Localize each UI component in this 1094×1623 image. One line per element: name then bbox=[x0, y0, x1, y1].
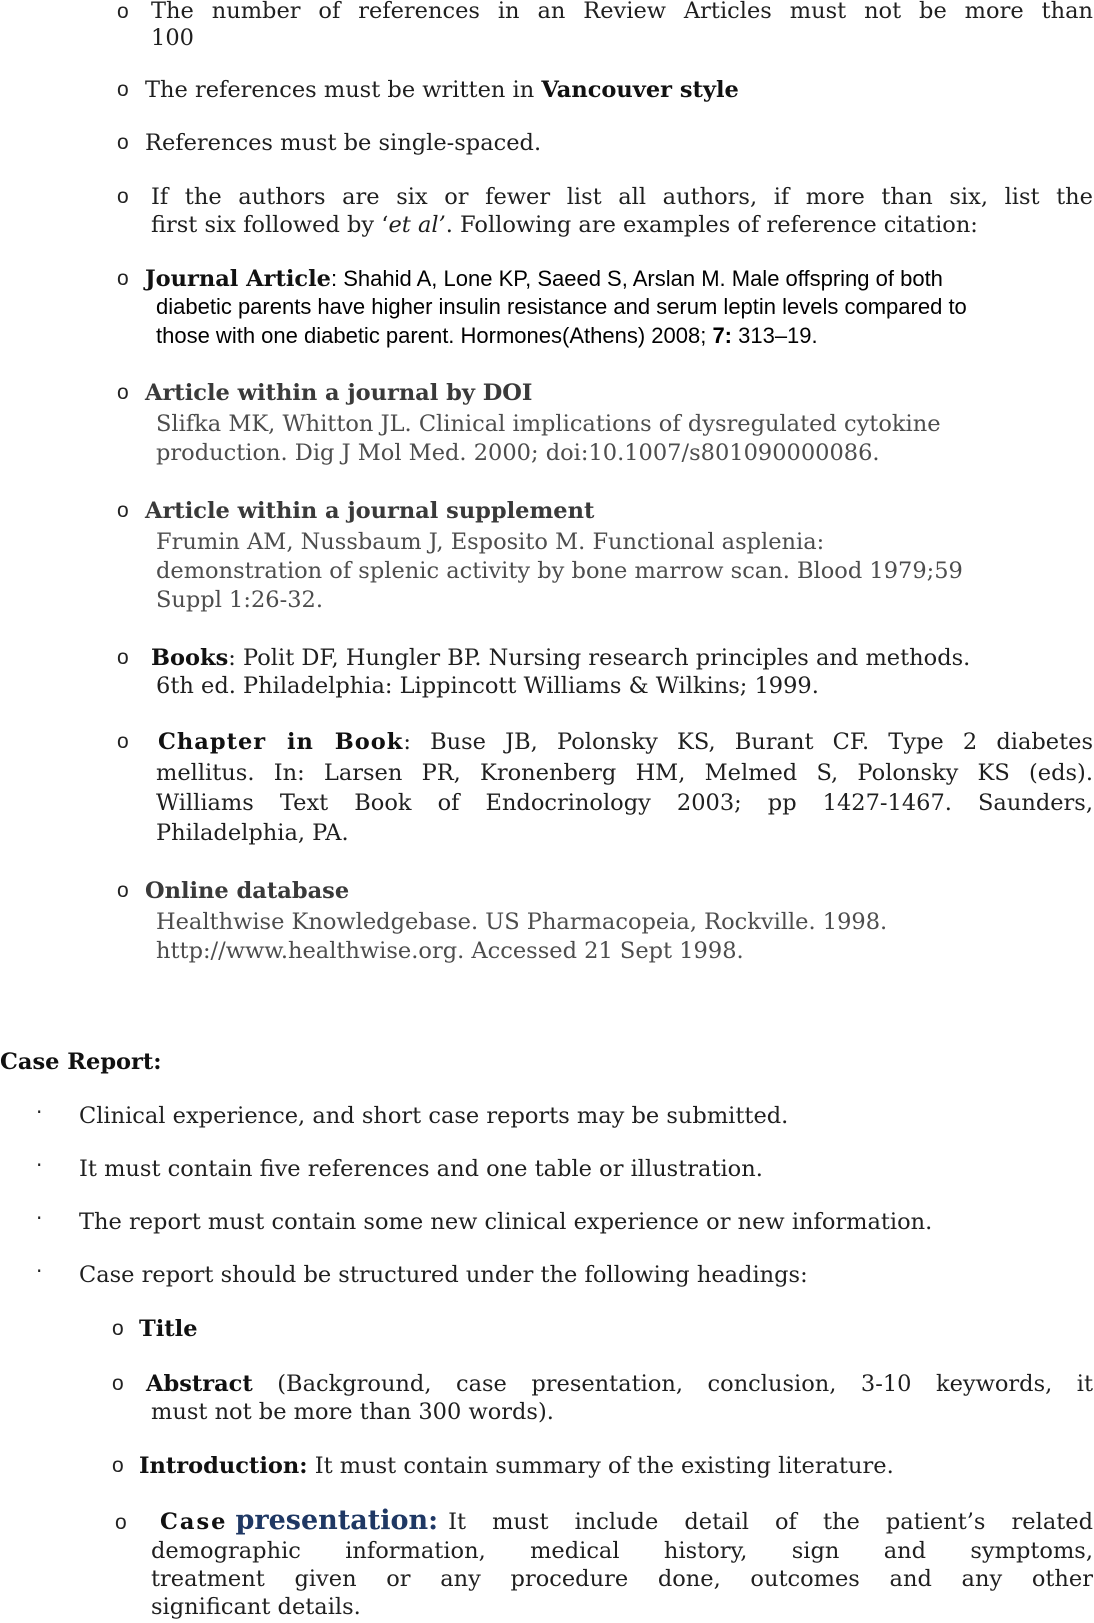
bullet-marker: o bbox=[117, 185, 129, 208]
abstract-line2: must not be more than 300 words). bbox=[151, 1399, 554, 1425]
pages-text: 313–19. bbox=[732, 323, 818, 348]
bullet-marker: o bbox=[117, 499, 129, 522]
supplement-heading: Article within a journal supplement bbox=[145, 498, 595, 524]
doi-line2: production. Dig J Mol Med. 2000; doi:10.1007/s801090000086. bbox=[156, 440, 880, 466]
case-point-2: It must contain five references and one table or illustration. bbox=[79, 1156, 763, 1182]
doi-heading: Article within a journal by DOI bbox=[145, 380, 533, 406]
sub-bullet-marker: o bbox=[112, 1317, 124, 1340]
doi-line1: Slifka MK, Whitton JL. Clinical implications of dysregulated cytokine bbox=[156, 411, 941, 437]
volume-bold: 7: bbox=[712, 323, 732, 348]
journal-article-line2: diabetic parents have higher insulin resistance and serum leptin levels compared to bbox=[156, 294, 967, 319]
bullet-dot: · bbox=[36, 1153, 43, 1177]
supplement-line1: Frumin AM, Nussbaum J, Esposito M. Functional asplenia: bbox=[156, 529, 825, 555]
journal-article-label: Journal Article bbox=[145, 266, 331, 292]
introduction-label: Introduction: bbox=[139, 1453, 308, 1479]
introduction-line bbox=[139, 1452, 894, 1481]
case-point-4: Case report should be structured under the following headings: bbox=[79, 1262, 808, 1288]
case-presentation-line2: demographic information, medical history, sign and symptoms, bbox=[151, 1538, 1093, 1564]
chapter-text: : Buse JB, Polonsky KS, Burant CF. Type 2 diabetes bbox=[403, 729, 1093, 755]
sub-bullet-marker: o bbox=[112, 1454, 124, 1477]
journal-article-line1 bbox=[145, 265, 943, 294]
chapter-label: Chapter in Book bbox=[158, 729, 404, 755]
case-label: Case bbox=[160, 1509, 228, 1535]
case-presentation-line1 bbox=[160, 1505, 1093, 1537]
books-label: Books bbox=[151, 645, 229, 671]
single-spaced-item: References must be single-spaced. bbox=[145, 130, 542, 156]
bullet-marker: o bbox=[117, 730, 129, 753]
bullet-dot: · bbox=[36, 1100, 43, 1124]
abstract-text: (Background, case presentation, conclusion, 3-10 keywords, it bbox=[252, 1371, 1093, 1397]
bullet-dot: · bbox=[36, 1259, 43, 1283]
authors-line2 bbox=[151, 211, 978, 240]
bullet-marker: o bbox=[117, 78, 129, 101]
title-heading: Title bbox=[139, 1316, 198, 1342]
books-line2: 6th ed. Philadelphia: Lippincott Williams & Wilkins; 1999. bbox=[156, 673, 819, 699]
journal-article-line3-text: those with one diabetic parent. Hormones(Athens) 2008; bbox=[156, 323, 713, 348]
authors-line1: If the authors are six or fewer list all authors, if more than six, list the bbox=[151, 184, 1093, 210]
online-heading: Online database bbox=[145, 878, 350, 904]
abstract-line1 bbox=[146, 1370, 1093, 1399]
introduction-text: It must contain summary of the existing literature. bbox=[307, 1453, 894, 1479]
chapter-line4: Philadelphia, PA. bbox=[156, 820, 349, 846]
case-presentation-text: It must include detail of the patient’s related bbox=[448, 1509, 1093, 1535]
journal-article-text: : Shahid A, Lone KP, Saeed S, Arslan M. Male offspring of both bbox=[331, 266, 943, 291]
et-al-italic: et al’ bbox=[388, 212, 446, 238]
vancouver-style-emphasis: Vancouver style bbox=[541, 77, 739, 103]
abstract-label: Abstract bbox=[146, 1371, 253, 1397]
supplement-line3: Suppl 1:26-32. bbox=[156, 587, 323, 613]
supplement-line2: demonstration of splenic activity by bone marrow scan. Blood 1979;59 bbox=[156, 558, 963, 584]
chapter-line1 bbox=[158, 728, 1093, 757]
max-refs-line2: 100 bbox=[151, 25, 194, 51]
sub-bullet-marker: o bbox=[112, 1372, 124, 1395]
bullet-dot: · bbox=[36, 1206, 43, 1230]
bullet-marker: o bbox=[117, 879, 129, 902]
vancouver-text: The references must be written in bbox=[145, 77, 542, 103]
max-refs-line1: The number of references in an Review Articles must not be more than bbox=[151, 0, 1093, 24]
sub-bullet-marker: o bbox=[115, 1511, 127, 1534]
bullet-marker: o bbox=[117, 131, 129, 154]
books-line1 bbox=[151, 644, 970, 673]
case-presentation-line4: significant details. bbox=[151, 1594, 361, 1620]
online-line1: Healthwise Knowledgebase. US Pharmacopeia, Rockville. 1998. bbox=[156, 909, 888, 935]
case-report-heading: Case Report: bbox=[0, 1049, 162, 1075]
vancouver-item bbox=[145, 76, 739, 105]
journal-article-line3 bbox=[156, 322, 818, 351]
case-presentation-line3: treatment given or any procedure done, outcomes and any other bbox=[151, 1566, 1093, 1592]
chapter-line2: mellitus. In: Larsen PR, Kronenberg HM, Melmed S, Polonsky KS (eds). bbox=[156, 760, 1093, 786]
authors-line2-post: . Following are examples of reference citation: bbox=[445, 212, 978, 238]
bullet-marker: o bbox=[117, 267, 129, 290]
bullet-marker: o bbox=[117, 0, 129, 23]
books-text: : Polit DF, Hungler BP. Nursing research principles and methods. bbox=[228, 645, 971, 671]
presentation-label: presentation: bbox=[235, 1505, 439, 1536]
case-point-1: Clinical experience, and short case reports may be submitted. bbox=[79, 1103, 789, 1129]
online-line2: http://www.healthwise.org. Accessed 21 Sept 1998. bbox=[156, 938, 744, 964]
chapter-line3: Williams Text Book of Endocrinology 2003; pp 1427-1467. Saunders, bbox=[156, 790, 1093, 816]
authors-line2-text: first six followed by ‘ bbox=[151, 212, 389, 238]
bullet-marker: o bbox=[117, 646, 129, 669]
bullet-marker: o bbox=[117, 381, 129, 404]
case-point-3: The report must contain some new clinical experience or new information. bbox=[79, 1209, 933, 1235]
